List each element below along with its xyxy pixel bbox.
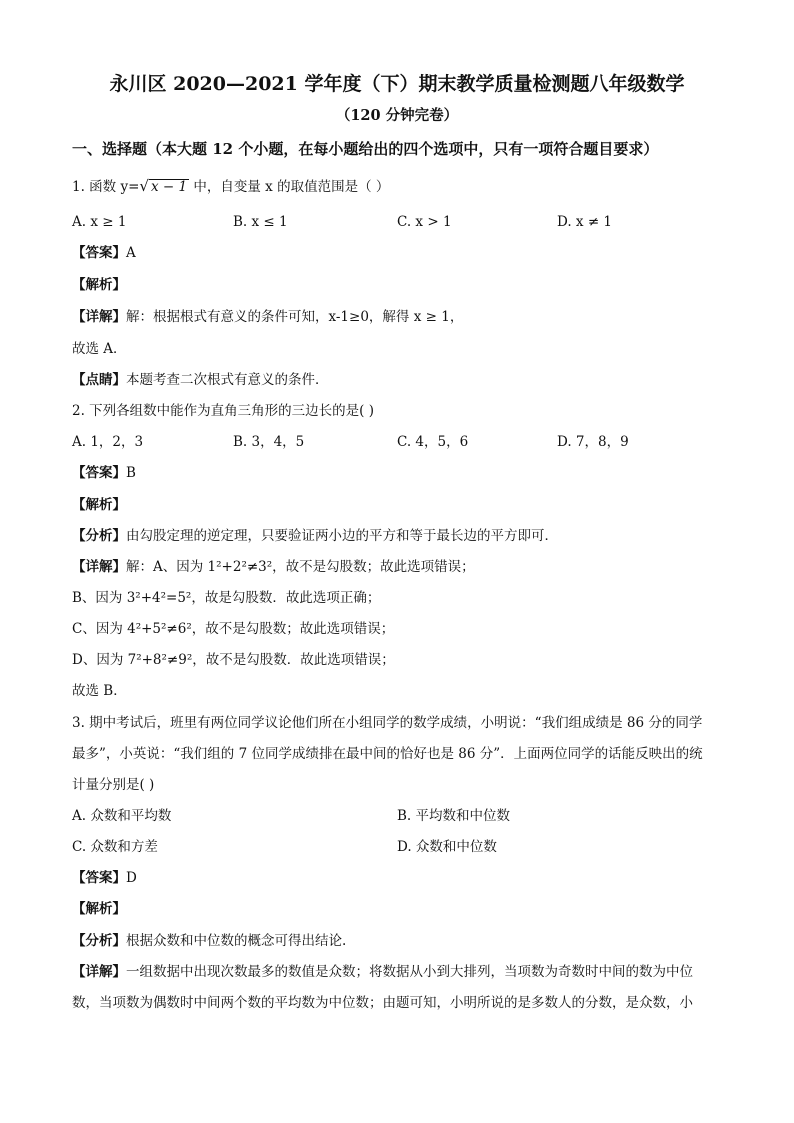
q3-answer bbox=[72, 869, 137, 887]
detail-text: 解：A、因为 1²+2²≠3²，故不是勾股数；故此选项错误； bbox=[126, 559, 475, 575]
q1-stem bbox=[72, 177, 389, 196]
detail-text: 解：根据根式有意义的条件可知，x-1≥0，解得 x ≥ 1， bbox=[126, 309, 464, 325]
answer-tag: 【答案】 bbox=[72, 465, 126, 481]
answer-value: B bbox=[126, 465, 136, 481]
page-title: 永川区 2020—2021 学年度（下）期末教学质量检测题八年级数学 bbox=[109, 73, 685, 95]
fenxi-tag: 【分析】 bbox=[72, 933, 126, 949]
fenxi-text: 根据众数和中位数的概念可得出结论. bbox=[126, 933, 347, 949]
detail-tag: 【详解】 bbox=[72, 964, 126, 980]
q2-option-a: A. 1，2，3 bbox=[72, 434, 144, 450]
q1-conclude: 故选 A． bbox=[72, 341, 127, 357]
q3-option-c: C. 众数和方差 bbox=[72, 839, 158, 855]
q2-option-d: D. 7，8，9 bbox=[557, 434, 629, 450]
q1-comment bbox=[72, 371, 329, 389]
q3-fenxi bbox=[72, 932, 346, 950]
q2-option-b: B. 3，4，5 bbox=[233, 434, 305, 450]
q1-option-c: C. x > 1 bbox=[397, 214, 452, 230]
answer-tag: 【答案】 bbox=[72, 245, 126, 261]
fenxi-tag: 【分析】 bbox=[72, 528, 126, 544]
q1-stem-post: 中，自变量 x 的取值范围是（ ） bbox=[189, 179, 390, 195]
q2-line-c: C、因为 4²+5²≠6²，故不是勾股数；故此选项错误； bbox=[72, 621, 395, 637]
q3-detail-line1 bbox=[72, 963, 693, 981]
q1-detail bbox=[72, 308, 463, 326]
answer-value: A bbox=[126, 245, 136, 261]
answer-tag: 【答案】 bbox=[72, 870, 126, 886]
section-heading: 一、选择题（本大题 12 个小题，在每小题给出的四个选项中，只有一项符合题目要求） bbox=[72, 140, 659, 158]
sqrt-symbol-icon: √ bbox=[139, 177, 149, 195]
q2-line-b: B、因为 3²+4²=5²，故是勾股数．故此选项正确； bbox=[72, 590, 381, 606]
q1-option-d: D. x ≠ 1 bbox=[557, 214, 613, 230]
page-subtitle: （120 分钟完卷） bbox=[335, 107, 459, 124]
q2-analysis-tag: 【解析】 bbox=[72, 497, 126, 513]
q1-answer bbox=[72, 244, 136, 262]
q3-detail-line2: 数，当项数为偶数时中间两个数的平均数为中位数；由题可知，小明所说的是多数人的分数，是众数，小 bbox=[72, 995, 693, 1011]
q2-stem: 2. 下列各组数中能作为直角三角形的三边长的是( ) bbox=[72, 403, 374, 419]
q1-option-b: B. x ≤ 1 bbox=[233, 214, 288, 230]
q3-option-a: A. 众数和平均数 bbox=[72, 808, 172, 824]
q1-option-a: A. x ≥ 1 bbox=[72, 214, 127, 230]
q2-conclude: 故选 B． bbox=[72, 683, 127, 699]
answer-value: D bbox=[126, 870, 137, 886]
fenxi-text: 由勾股定理的逆定理，只要验证两小边的平方和等于最长边的平方即可． bbox=[126, 528, 558, 544]
q3-stem-line3: 计量分别是( ) bbox=[72, 777, 155, 793]
q3-analysis-tag: 【解析】 bbox=[72, 901, 126, 917]
q1-stem-pre: 1. 函数 y= bbox=[72, 179, 140, 195]
q2-detail bbox=[72, 558, 475, 576]
q3-stem-line1: 3. 期中考试后，班里有两位同学议论他们所在小组同学的数学成绩，小明说：“我们组成绩是 86 分的同学 bbox=[72, 715, 703, 731]
comment-tag: 【点睛】 bbox=[72, 372, 126, 388]
q2-line-d: D、因为 7²+8²≠9²，故不是勾股数．故此选项错误； bbox=[72, 652, 395, 668]
comment-text: 本题考查二次根式有意义的条件． bbox=[126, 372, 329, 388]
q3-stem-line2: 最多”，小英说：“我们组的 7 位同学成绩排在最中间的恰好也是 86 分”．上面两位同学的话能反映出的统 bbox=[72, 746, 703, 762]
q2-option-c: C. 4，5，6 bbox=[397, 434, 469, 450]
q1-analysis-tag: 【解析】 bbox=[72, 277, 126, 293]
detail-tag: 【详解】 bbox=[72, 559, 126, 575]
q3-option-d: D. 众数和中位数 bbox=[397, 839, 497, 855]
q3-option-b: B. 平均数和中位数 bbox=[397, 808, 511, 824]
detail-text: 一组数据中出现次数最多的数值是众数；将数据从小到大排列，当项数为奇数时中间的数为中位 bbox=[126, 964, 693, 980]
q2-fenxi bbox=[72, 527, 558, 545]
q2-answer bbox=[72, 464, 136, 482]
detail-tag: 【详解】 bbox=[72, 309, 126, 325]
q1-radicand: x − 1 bbox=[150, 179, 188, 195]
